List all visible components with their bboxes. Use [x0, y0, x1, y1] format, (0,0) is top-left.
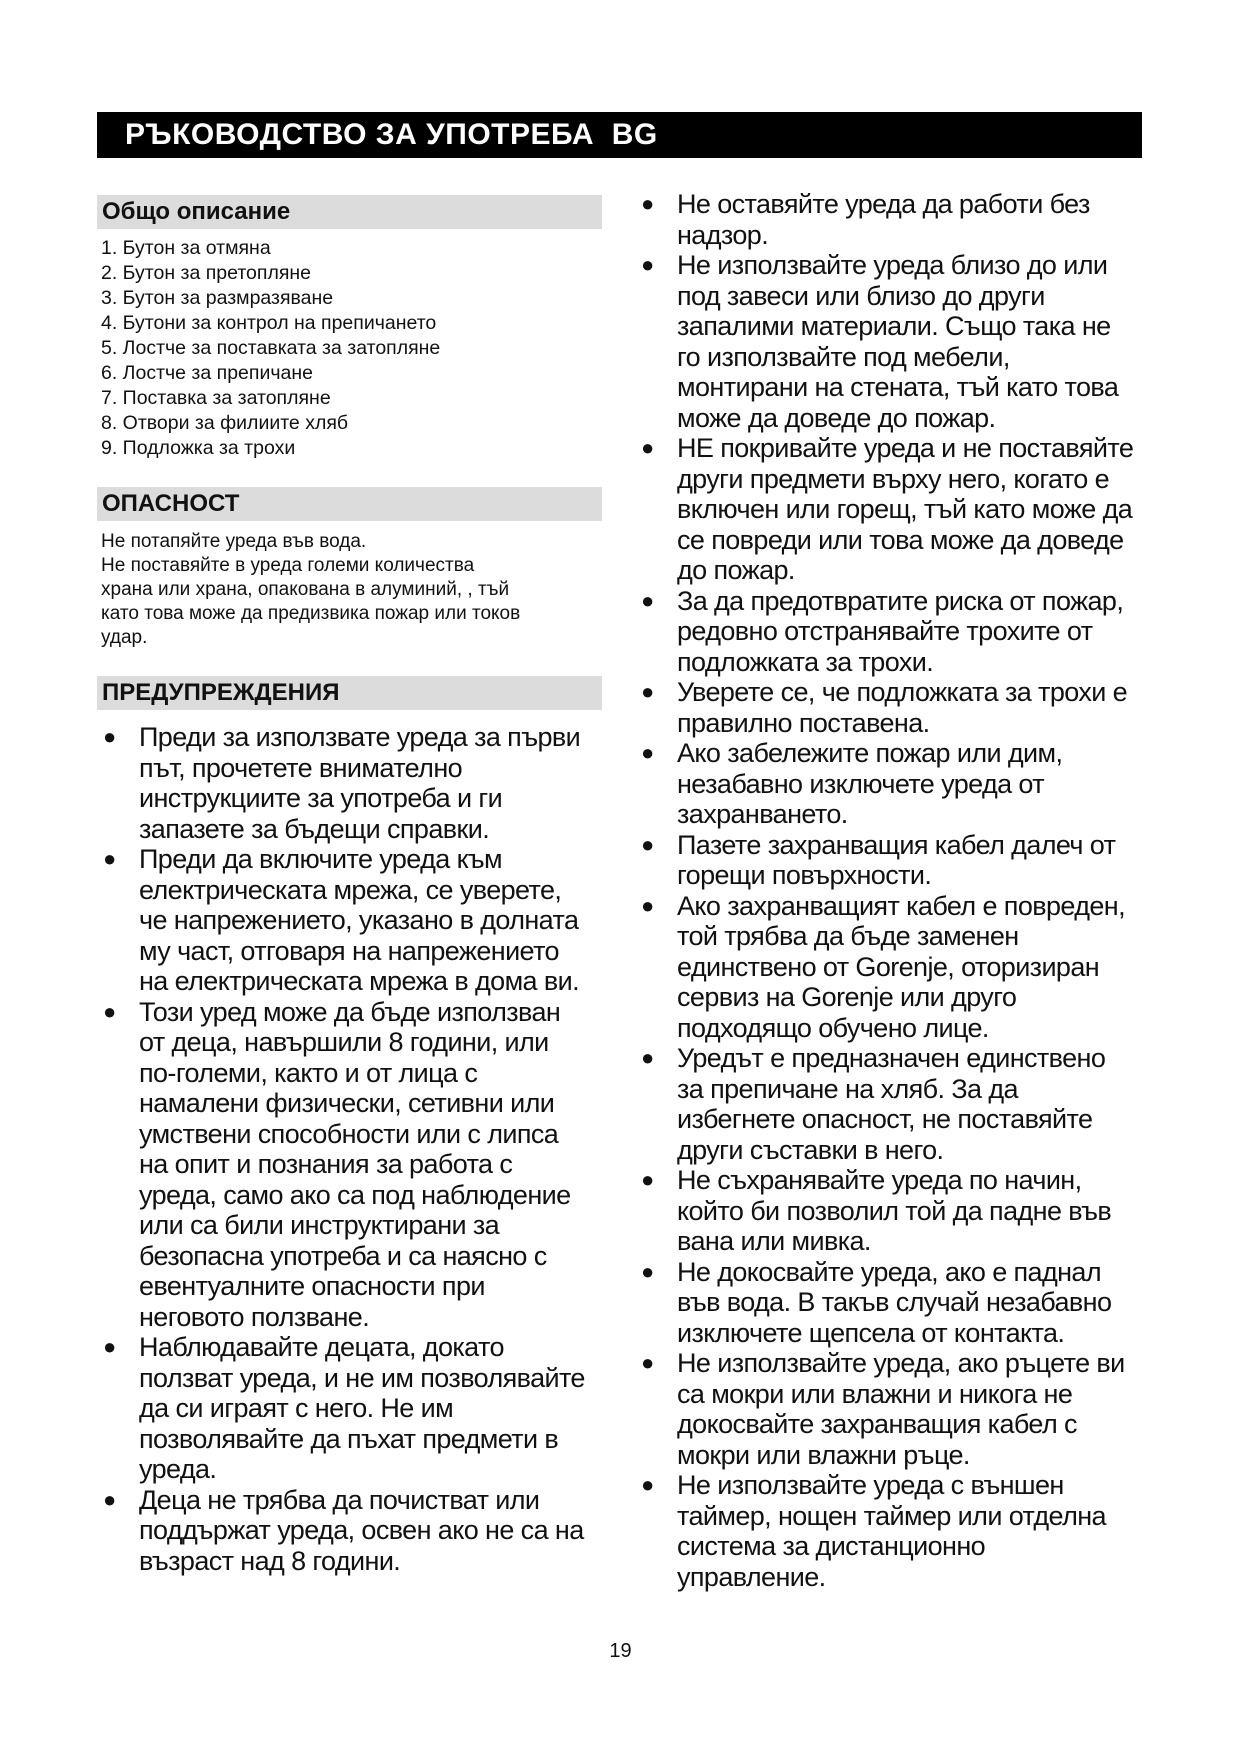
warning-line: захранването.	[677, 799, 848, 829]
warning-line: запалими материали. Също така не	[677, 311, 1111, 341]
warning-line: са мокри или влажни и никога не	[677, 1378, 1073, 1409]
warning-line: под завеси или близо до други	[677, 280, 1045, 311]
warning-line: или са били инструктирани за	[139, 1210, 500, 1240]
warning-item	[635, 1165, 1175, 1257]
list-item: 7. Поставка за затопляне	[101, 387, 331, 409]
warning-line: инструкциите за употреба и ги	[139, 783, 503, 813]
warning-item	[635, 830, 1175, 891]
warning-line: неговото ползване.	[139, 1301, 370, 1332]
warning-line: по-големи, както и от лица с	[139, 1057, 478, 1088]
general-description-heading: Общо описание	[97, 195, 602, 229]
warning-line: други съставки в него.	[677, 1134, 944, 1165]
warning-line: редовно отстранявайте трохите от	[677, 616, 1093, 646]
warning-line: изключете щепсела от контакта.	[677, 1317, 1065, 1348]
bullet-icon: ●	[641, 435, 654, 460]
warning-line: Уверете се, че подложката за трохи е	[677, 677, 1128, 707]
warning-line: Деца не трябва да почистват или	[139, 1484, 540, 1515]
bullet-icon: ●	[641, 679, 654, 704]
bullet-icon: ●	[103, 1486, 116, 1512]
warning-line: уреда.	[139, 1454, 217, 1484]
warning-line: докосвайте захранващия кабел с	[677, 1409, 1077, 1439]
warning-line: във вода. В такъв случай незабавно	[677, 1287, 1112, 1317]
warning-line: евентуалните опасности при	[139, 1271, 485, 1301]
warning-item	[635, 1470, 1175, 1592]
warning-line: Ако забележите пожар или дим,	[677, 738, 1063, 768]
warning-line: система за дистанционно	[677, 1531, 986, 1561]
warning-item	[635, 433, 1175, 586]
warning-line: позволявайте да пъхат предмети в	[139, 1423, 559, 1454]
parts-list	[97, 236, 607, 461]
warning-item	[635, 250, 1175, 433]
warning-item	[635, 677, 1175, 738]
warning-line: включен или горещ, тъй като може да	[677, 494, 1133, 524]
list-item: 1. Бутон за отмяна	[101, 237, 271, 259]
bullet-icon: ●	[641, 1045, 654, 1070]
warning-line: безопасна употреба и са наясно с	[139, 1240, 547, 1271]
list-item: 4. Бутони за контрол на препичането	[101, 312, 437, 334]
bullet-icon: ●	[641, 892, 654, 918]
warning-line: на опит и познания за работа с	[139, 1149, 513, 1179]
warning-line: Не използвайте уреда с външен	[677, 1470, 1064, 1500]
warning-line: За да предотвратите риска от пожар,	[677, 585, 1124, 616]
danger-line: храна или храна, опакована в алуминий, , тъй	[101, 579, 510, 600]
bullet-icon: ●	[641, 740, 654, 765]
warning-item	[97, 844, 607, 997]
bullet-icon: ●	[641, 1167, 654, 1192]
warning-item	[635, 891, 1175, 1044]
warning-line: мокри или влажни ръце.	[677, 1439, 970, 1470]
warning-line: Не използвайте уреда, ако ръцете ви	[677, 1348, 1125, 1378]
warning-item	[97, 722, 607, 844]
warning-line: горещи повърхности.	[677, 860, 932, 890]
warning-line: уреда, само ако са под наблюдение	[139, 1179, 571, 1210]
bullet-icon: ●	[641, 1472, 654, 1497]
warning-line: Този уред може да бъде използван	[139, 996, 561, 1027]
warning-item	[635, 586, 1175, 678]
warning-line: се повреди или това може да доведе	[677, 524, 1124, 555]
warning-line: който би позволил той да падне във	[677, 1195, 1112, 1226]
list-item: 6. Лостче за препичане	[101, 362, 313, 384]
bullet-icon: ●	[641, 191, 654, 216]
warning-line: може да доведе до пожар.	[677, 402, 996, 433]
bullet-icon: ●	[103, 998, 116, 1024]
list-item: 3. Бутон за размразяване	[101, 287, 334, 309]
warning-line: Уредът е предназначен единствено	[677, 1043, 1106, 1073]
bullet-icon: ●	[641, 587, 654, 613]
warning-line: Пазете захранващия кабел далеч от	[677, 829, 1116, 860]
danger-line: като това може да предизвика пожар или токов	[101, 603, 521, 624]
warning-line: подложката за трохи.	[677, 646, 934, 677]
warning-line: път, прочетете внимателно	[139, 752, 463, 783]
warning-line: таймер, нощен таймер или отделна	[677, 1500, 1106, 1531]
bullet-icon: ●	[641, 1350, 654, 1375]
left-column	[97, 195, 607, 1576]
warning-item	[97, 1485, 607, 1577]
danger-line: Не потапяйте уреда във вода.	[101, 531, 367, 552]
list-item: 8. Отвори за филиите хляб	[101, 412, 349, 434]
warning-line: монтирани на стената, тъй като това	[677, 372, 1119, 402]
warning-line: Преди да включите уреда към	[139, 844, 503, 874]
warning-line: незабавно изключете уреда от	[677, 768, 1045, 799]
warning-line: единствено от Gorenje, оторизиран	[677, 951, 1100, 982]
bullet-icon: ●	[103, 724, 116, 749]
warning-line: Не съхранявайте уреда по начин,	[677, 1165, 1082, 1195]
warning-item	[635, 738, 1175, 830]
warning-line: намалени физически, сетивни или	[139, 1088, 555, 1118]
warning-line: други предмети върху него, когато е	[677, 463, 1109, 494]
warning-line: вана или мивка.	[677, 1226, 871, 1256]
warning-item	[97, 997, 607, 1333]
danger-line: удар.	[101, 627, 148, 648]
page-title: РЪКОВОДСТВО ЗА УПОТРЕБА BG	[97, 112, 1142, 158]
warning-line: избегнете опасност, не поставяйте	[677, 1104, 1093, 1134]
warning-line: на електрическата мрежа в дома ви.	[139, 966, 579, 996]
warning-line: Не докосвайте уреда, ако е паднал	[677, 1256, 1101, 1287]
warning-line: правилно поставена.	[677, 707, 930, 738]
page-number: 19	[609, 1640, 632, 1662]
warning-line: за препичане на хляб. За да	[677, 1073, 1018, 1104]
warning-line: сервиз на Gorenje или друго	[677, 982, 1017, 1012]
list-item: 2. Бутон за претопляне	[101, 262, 312, 284]
danger-heading: ОПАСНОСТ	[97, 487, 602, 521]
warning-line: че напрежението, указано в долната	[139, 905, 579, 935]
warnings-list-right	[635, 189, 1175, 1592]
warning-item	[635, 1257, 1175, 1349]
warning-line: Наблюдавайте децата, докато	[139, 1332, 504, 1362]
bullet-icon: ●	[641, 252, 654, 277]
warning-line: електрическата мрежа, се уверете,	[139, 874, 562, 905]
warning-line: от деца, навършили 8 години, или	[139, 1027, 549, 1057]
right-column	[635, 189, 1175, 1592]
warning-line: Ако захранващият кабел е повреден,	[677, 890, 1126, 921]
warning-line: ползват уреда, и не им позволявайте	[139, 1362, 585, 1393]
warning-line: умствени способности или с липса	[139, 1118, 559, 1149]
bullet-icon: ●	[641, 831, 654, 857]
warning-line: надзор.	[677, 219, 769, 250]
warning-line: НЕ покривайте уреда и не поставяйте	[677, 433, 1134, 463]
warning-line: подходящо обучено лице.	[677, 1012, 989, 1043]
warning-line: Не оставяйте уреда да работи без	[677, 189, 1090, 219]
warning-line: до пожар.	[677, 555, 795, 585]
warning-item	[635, 1348, 1175, 1470]
warning-line: Не използвайте уреда близо до или	[677, 250, 1108, 280]
danger-line: Не поставяйте в уреда големи количества	[101, 555, 475, 576]
list-item: 9. Подложка за трохи	[101, 437, 296, 459]
list-item: 5. Лостче за поставката за затопляне	[101, 337, 441, 359]
warning-line: поддържат уреда, освен ако не са на	[139, 1515, 584, 1545]
warning-line: Преди за използвате уреда за първи	[139, 722, 581, 752]
danger-text	[97, 530, 601, 650]
warnings-heading: ПРЕДУПРЕЖДЕНИЯ	[97, 676, 602, 710]
warning-line: го използвайте под мебели,	[677, 341, 1010, 372]
warning-line: управление.	[677, 1561, 826, 1592]
warning-line: му част, отговаря на напрежението	[139, 935, 559, 966]
warning-item	[635, 189, 1175, 250]
warning-line: той трябва да бъде заменен	[677, 921, 1019, 951]
warning-line: възраст над 8 години.	[139, 1545, 401, 1576]
bullet-icon: ●	[103, 1334, 116, 1359]
bullet-icon: ●	[103, 846, 116, 871]
warnings-list-left	[97, 722, 607, 1576]
bullet-icon: ●	[641, 1258, 654, 1284]
warning-item	[97, 1332, 607, 1485]
warning-line: запазете за бъдещи справки.	[139, 813, 490, 844]
warning-item	[635, 1043, 1175, 1165]
warning-line: да си играят с него. Не им	[139, 1393, 454, 1423]
